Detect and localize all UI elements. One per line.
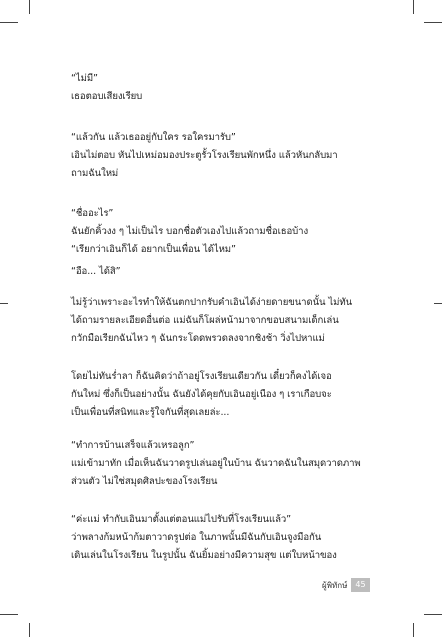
crop-mark — [0, 303, 8, 304]
text-line: กันใหม่ ซึ่งก็เป็นอย่างนั้น ฉันยังได้คุยกับเอินอยู่เนือง ๆ เราเกือบจะ — [71, 389, 332, 400]
text-line: ไม่รู้ว่าเพราะอะไรทำให้ฉันตกปากรับคำเอินได้ง่ายดายขนาดนั้น ไม่ทัน — [71, 297, 353, 308]
text-line: ส่วนตัว ไม่ใช่สมุดศิลปะของโรงเรียน — [71, 476, 218, 487]
text-line: กวักมือเรียกฉันไหว ๆ ฉันกระโดดพรวดลงจากชิงช้า วิ่งไปหาแม่ — [71, 333, 325, 344]
crop-mark — [29, 0, 30, 14]
text-line: “อือ... ได้สิ” — [71, 266, 121, 277]
crop-mark — [424, 614, 442, 615]
text-line: แม่เข้ามาทัก เมื่อเห็นฉันวาดรูปเล่นอยู่ในบ้าน ฉันวาดฉันในสมุดวาดภาพ — [71, 458, 361, 469]
paragraph — [71, 511, 371, 565]
crop-mark — [434, 303, 442, 304]
crop-mark — [29, 623, 30, 637]
crop-mark — [0, 22, 18, 23]
text-line: “แล้วกัน แล้วเธออยู่กับใคร รอใครมารับ” — [71, 132, 236, 143]
text-line: “เรียกว่าเอินก็ได้ อยากเป็นเพื่อน ได้ไหม” — [71, 244, 236, 255]
paragraph — [71, 437, 371, 491]
paragraph — [71, 205, 371, 259]
paragraph — [71, 294, 371, 348]
text-line: “ทำการบ้านเสร็จแล้วเหรอลูก” — [71, 440, 195, 451]
paragraph — [71, 368, 371, 422]
text-line: “ชื่ออะไร” — [71, 208, 114, 219]
text-line: เอินไม่ตอบ หันไปเหม่อมองประตูรั้วโรงเรียนพักหนึ่ง แล้วหันกลับมา — [71, 150, 338, 161]
page-number: 45 — [351, 578, 369, 592]
crop-mark — [413, 623, 414, 637]
text-line: เดินเล่นในโรงเรียน ในรูปนั้น ฉันยิ้มอย่างมีความสุข แต่ใบหน้าของ — [71, 550, 337, 561]
book-title: ผู้พิทักษ์ — [322, 580, 348, 590]
paragraph — [71, 70, 371, 106]
text-line: ฉันยักคิ้วงง ๆ ไม่เป็นไร บอกชื่อตัวเองไปแล้วถามชื่อเธอบ้าง — [71, 226, 309, 237]
text-line: ได้ถามรายละเอียดอื่นต่อ แม่ฉันก็โผล่หน้ามาจากขอบสนามเด็กเล่น — [71, 315, 339, 326]
text-line: “ไม่มี” — [71, 73, 98, 84]
crop-mark — [413, 0, 414, 14]
page-footer — [322, 578, 370, 592]
text-line: โดยไม่ทันร่ำลา ก็ฉันคิดว่าถ้าอยู่โรงเรียนเดียวกัน เดี๋ยวก็คงได้เจอ — [71, 371, 332, 382]
text-line: เป็นเพื่อนที่สนิทและรู้ใจกันที่สุดเลยล่ะ... — [71, 407, 230, 418]
crop-mark — [0, 614, 18, 615]
text-line: “ค่ะแม่ ทำกับเอินมาตั้งแต่ตอนแม่ไปรับที่โรงเรียนแล้ว” — [71, 514, 292, 525]
text-line: ว่าพลางก้มหน้าก้มตาวาดรูปต่อ ในภาพนั้นมีฉันกับเอินจูงมือกัน — [71, 532, 322, 543]
text-line: เธอตอบเสียงเรียบ — [71, 91, 143, 102]
crop-mark — [424, 22, 442, 23]
paragraph — [71, 263, 371, 281]
paragraph — [71, 129, 371, 183]
text-line: ถามฉันใหม่ — [71, 168, 119, 179]
